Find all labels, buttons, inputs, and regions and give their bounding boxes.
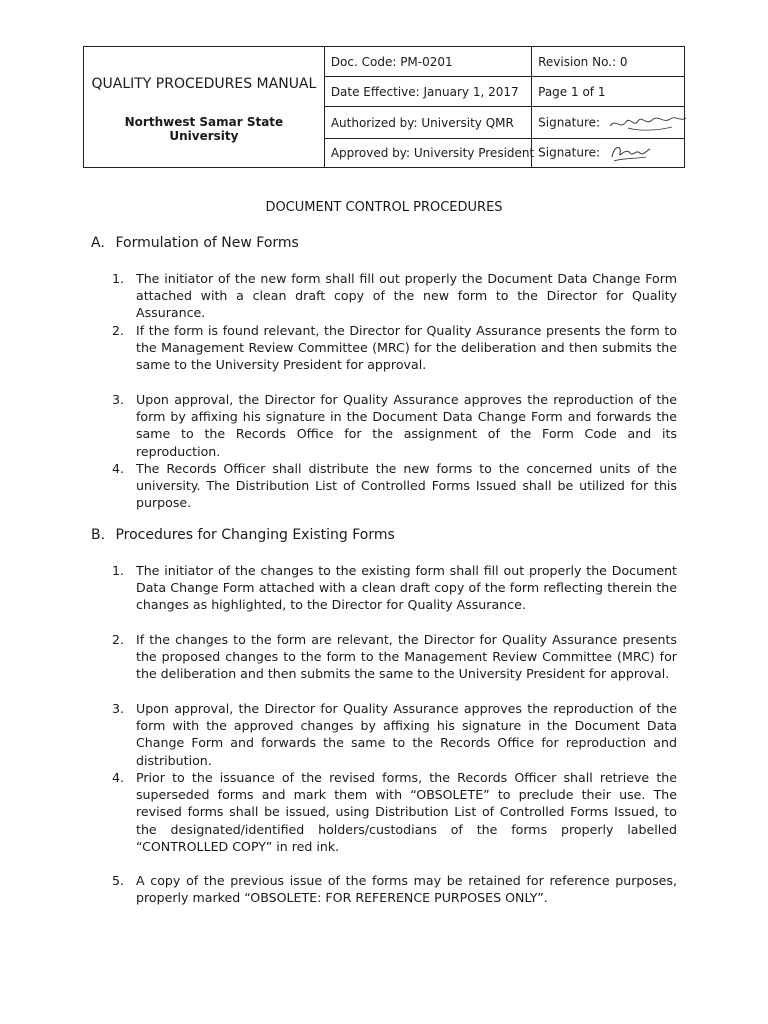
section-letter: A. bbox=[91, 235, 105, 251]
list-item bbox=[112, 631, 677, 683]
list-item bbox=[112, 700, 677, 769]
section-heading-b bbox=[91, 527, 395, 543]
university-name: Northwest Samar State University bbox=[124, 115, 284, 143]
item-text: If the form is found relevant, the Director for Quality Assurance presents the form to the Management Review Committee (MRC) for the deliberation and then submits the same to the University President for approval. bbox=[136, 323, 677, 373]
approved-by: Approved by: University President bbox=[324, 139, 531, 168]
signature-label-1: Signature: bbox=[538, 115, 601, 129]
signature-label-2: Signature: bbox=[538, 145, 601, 160]
item-number: 4. bbox=[112, 770, 125, 785]
section-title: Formulation of New Forms bbox=[115, 235, 299, 251]
list-item bbox=[112, 270, 677, 322]
manual-title: QUALITY PROCEDURES MANUAL bbox=[91, 76, 317, 92]
item-text: A copy of the previous issue of the forms may be retained for reference purposes, properly marked “OBSOLETE: FOR REFERENCE PURPOSES ONLY”. bbox=[136, 873, 677, 906]
signature-cell-2 bbox=[532, 139, 685, 168]
manual-info-cell bbox=[84, 47, 325, 168]
document-title: DOCUMENT CONTROL PROCEDURES bbox=[265, 200, 503, 215]
item-number: 5. bbox=[112, 873, 125, 888]
item-text: The initiator of the new form shall fill out properly the Document Data Change Form attached with a clean draft copy of the new form to the Director for Quality Assurance. bbox=[136, 271, 677, 321]
item-number: 3. bbox=[112, 392, 125, 407]
page-number: Page 1 of 1 bbox=[532, 77, 685, 107]
list-item bbox=[112, 562, 677, 614]
signature-image-president bbox=[608, 141, 652, 165]
item-text: Upon approval, the Director for Quality Assurance approves the reproduction of the form with the approved changes by affixing his signature in the Document Data Change Form and forwards the same to the Records Office for reproduction and distribution. bbox=[136, 701, 677, 768]
signature-image-qmr bbox=[608, 112, 688, 134]
revision-number: Revision No.: 0 bbox=[532, 47, 685, 77]
item-number: 4. bbox=[112, 461, 125, 476]
date-effective: Date Effective: January 1, 2017 bbox=[324, 77, 531, 107]
item-number: 2. bbox=[112, 632, 125, 647]
item-text: Upon approval, the Director for Quality Assurance approves the reproduction of the form by affixing his signature in the Document Data Change Form and forwards the same to the Records Office for the assignment of the Form Code and its reproduction. bbox=[136, 392, 677, 459]
section-title: Procedures for Changing Existing Forms bbox=[115, 527, 395, 543]
document-header-table bbox=[83, 46, 685, 168]
item-text: The initiator of the changes to the existing form shall fill out properly the Document Data Change Form attached with a clean draft copy of the form reflecting therein the changes as highlighted, to the Director for Quality Assurance. bbox=[136, 563, 677, 613]
item-number: 1. bbox=[112, 563, 125, 578]
list-item bbox=[112, 322, 677, 374]
list-item bbox=[112, 769, 677, 855]
section-heading-a bbox=[91, 235, 299, 251]
item-number: 2. bbox=[112, 323, 125, 338]
doc-code: Doc. Code: PM-0201 bbox=[324, 47, 531, 77]
item-text: The Records Officer shall distribute the new forms to the concerned units of the university. The Distribution List of Controlled Forms Issued shall be utilized for this purpose. bbox=[136, 461, 677, 511]
list-item bbox=[112, 460, 677, 512]
item-text: Prior to the issuance of the revised forms, the Records Officer shall retrieve the superseded forms and mark them with “OBSOLETE” to preclude their use. The revised forms shall be issued, using Distribution List of Controlled Forms Issued, to the designated/identified holders/custodians of the forms properly labelled “CONTROLLED COPY” in red ink. bbox=[136, 770, 677, 854]
item-number: 1. bbox=[112, 271, 125, 286]
item-number: 3. bbox=[112, 701, 125, 716]
list-item bbox=[112, 872, 677, 906]
signature-cell-1 bbox=[532, 107, 685, 139]
section-letter: B. bbox=[91, 527, 106, 543]
item-text: If the changes to the form are relevant, the Director for Quality Assurance presents the proposed changes to the form to the Management Review Committee (MRC) for the deliberation and then submits the same to the University President for approval. bbox=[136, 632, 677, 682]
list-item bbox=[112, 391, 677, 460]
authorized-by: Authorized by: University QMR bbox=[324, 107, 531, 139]
